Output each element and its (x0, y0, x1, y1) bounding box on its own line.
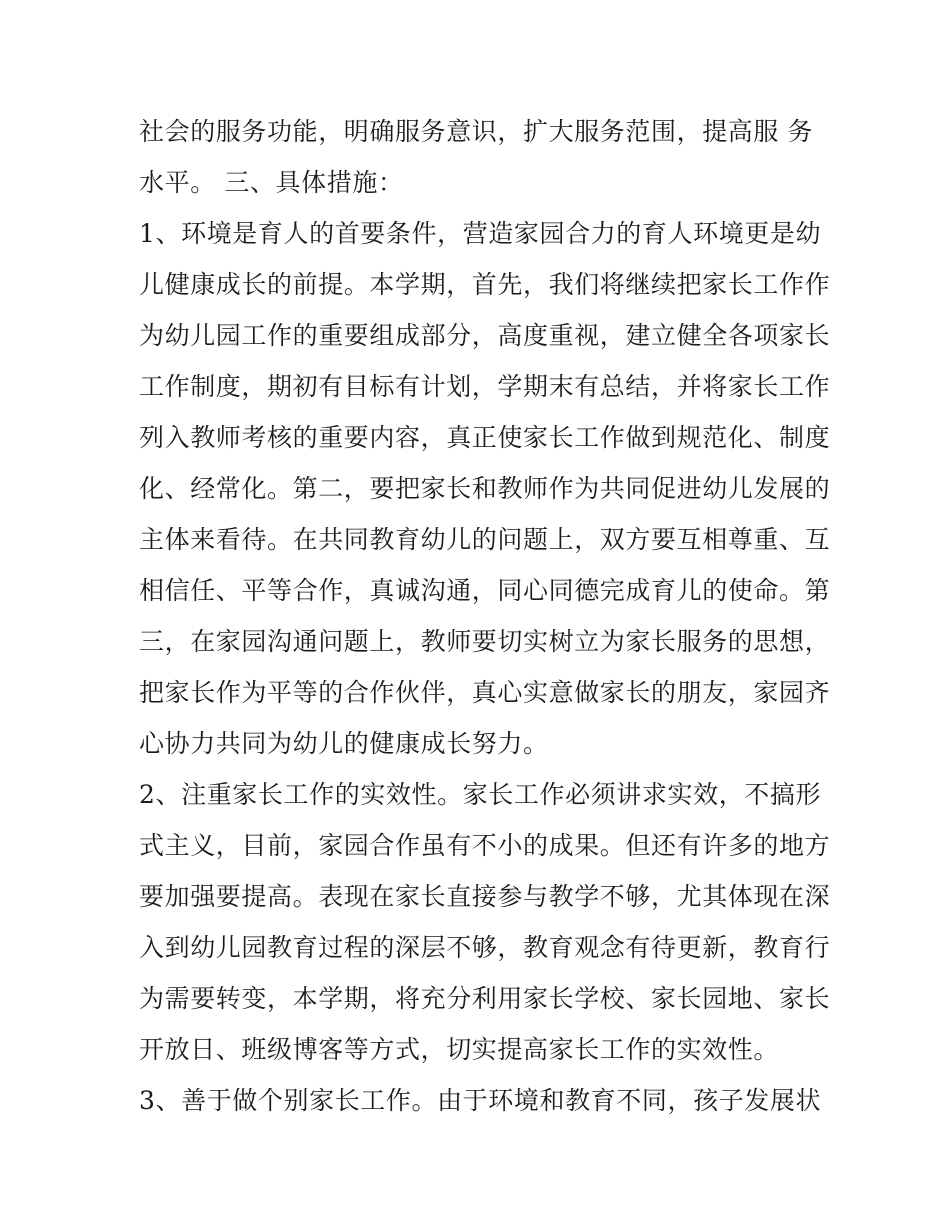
text-line: 儿健康成长的前提。本学期，首先，我们将继续把家长工作作 (139, 270, 831, 299)
text-line: 3、善于做个别家长工作。由于环境和教育不同，孩子发展状 (139, 1086, 822, 1115)
text-line: 化、经常化。第二，要把家长和教师作为共同促进幼儿发展的 (139, 474, 831, 503)
text-line: 为幼儿园工作的重要组成部分，高度重视，建立健全各项家长 (139, 321, 831, 350)
text-line: 式主义，目前，家园合作虽有不小的成果。但还有许多的地方 (139, 831, 831, 860)
text-line: 水平。 三、具体措施： (139, 168, 404, 197)
text-line: 入到幼儿园教育过程的深层不够，教育观念有待更新，教育行 (139, 933, 831, 962)
text-line: 三，在家园沟通问题上，教师要切实树立为家长服务的思想， (139, 627, 831, 656)
text-line: 相信任、平等合作，真诚沟通，同心同德完成育儿的使命。第 (139, 576, 831, 605)
text-line: 2、注重家长工作的实效性。家长工作必须讲求实效，不搞形 (139, 780, 822, 809)
document-body (139, 106, 831, 1126)
text-line: 工作制度，期初有目标有计划，学期末有总结，并将家长工作 (139, 372, 831, 401)
text-line: 把家长作为平等的合作伙伴，真心实意做家长的朋友，家园齐 (139, 678, 831, 707)
text-line: 1、环境是育人的首要条件，营造家园合力的育人环境更是幼 (139, 219, 822, 248)
text-line: 主体来看待。在共同教育幼儿的问题上，双方要互相尊重、互 (139, 525, 831, 554)
text-line: 心协力共同为幼儿的健康成长努力。 (139, 729, 549, 758)
text-line: 开放日、班级博客等方式，切实提高家长工作的实效性。 (139, 1035, 780, 1064)
text-line: 列入教师考核的重要内容，真正使家长工作做到规范化、制度 (139, 423, 831, 452)
text-line: 社会的服务功能，明确服务意识，扩大服务范围，提高服 务 (139, 117, 814, 146)
text-line: 为需要转变，本学期，将充分利用家长学校、家长园地、家长 (139, 984, 831, 1013)
text-line: 要加强要提高。表现在家长直接参与教学不够，尤其体现在深 (139, 882, 831, 911)
